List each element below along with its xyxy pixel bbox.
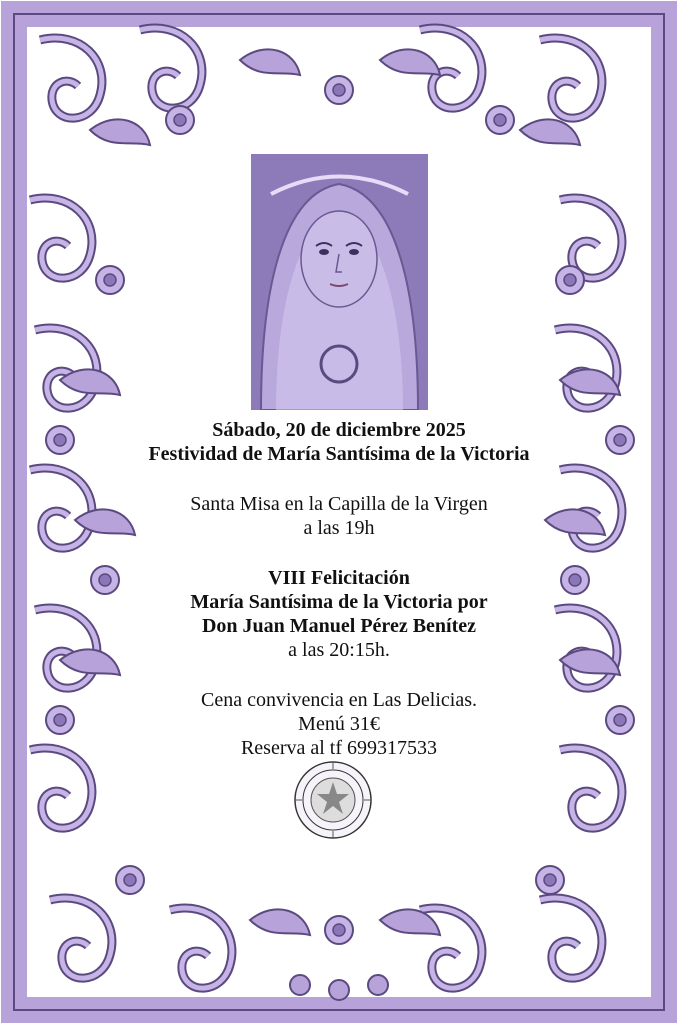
felicitacion-line-1: VIII Felicitación [268, 567, 410, 589]
felicitacion-line-4: a las 20:15h. [288, 639, 390, 661]
dinner-block [120, 688, 558, 760]
dinner-line-1: Cena convivencia en Las Delicias. [201, 689, 477, 711]
dinner-line-2: Menú 31€ [298, 713, 380, 735]
mass-line-1: Santa Misa en la Capilla de la Virgen [190, 493, 488, 515]
virgin-portrait-image [251, 154, 428, 410]
felicitacion-line-2: María Santísima de la Victoria por [190, 591, 488, 613]
brotherhood-seal-icon [293, 760, 373, 840]
portrait-illustration [251, 154, 428, 410]
header-block [120, 418, 558, 466]
mass-line-2: a las 19h [303, 517, 375, 539]
mass-block [120, 492, 558, 540]
felicitacion-block [120, 566, 558, 662]
felicitacion-line-3: Don Juan Manuel Pérez Benítez [201, 615, 477, 637]
dinner-line-3: Reserva al tf 699317533 [240, 737, 438, 759]
feast-title: Festividad de María Santísima de la Victoria [148, 443, 530, 465]
event-date: Sábado, 20 de diciembre 2025 [212, 419, 466, 441]
